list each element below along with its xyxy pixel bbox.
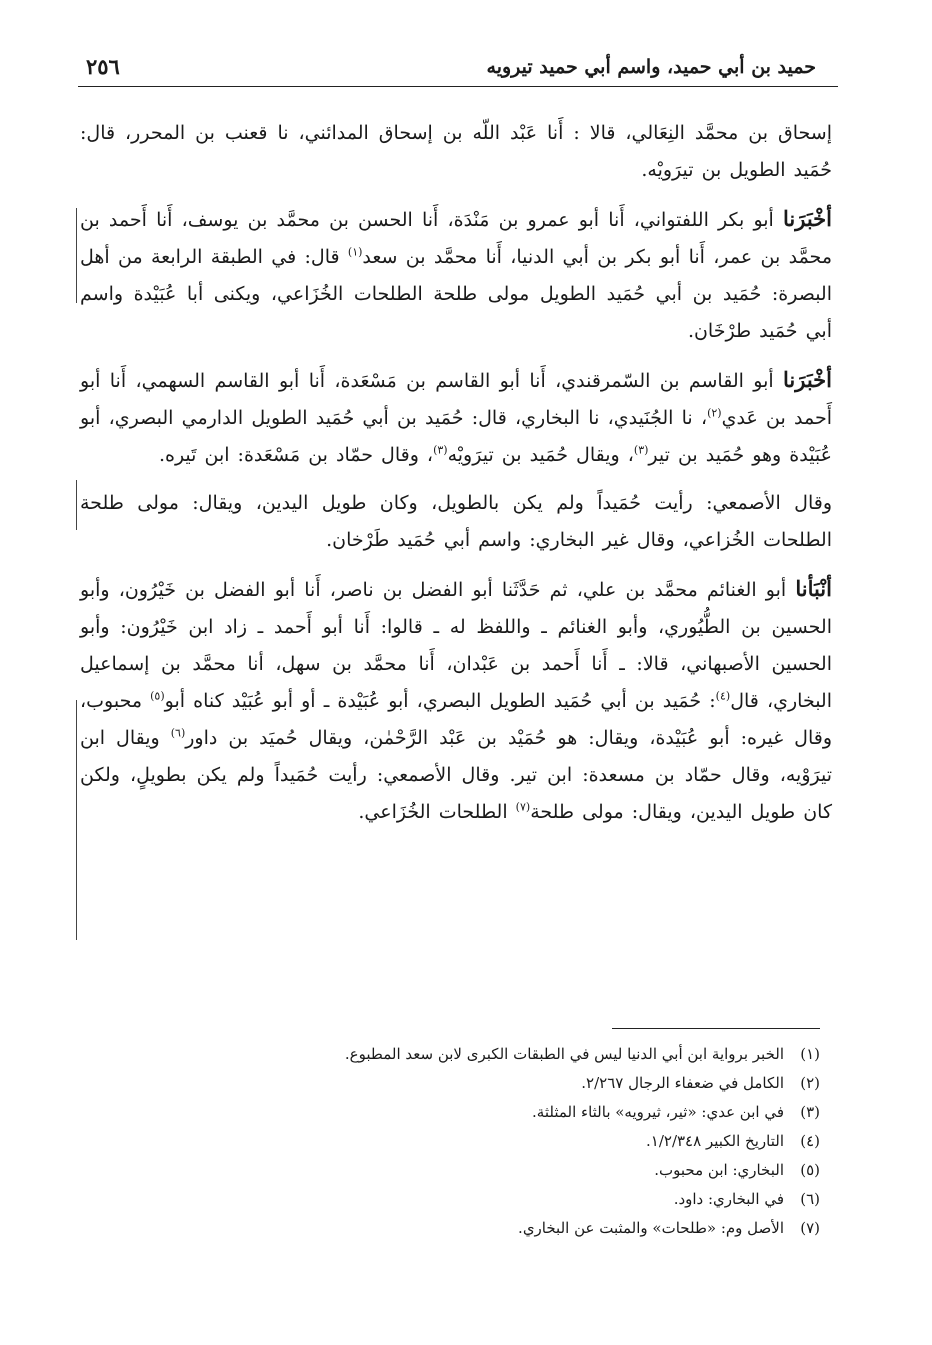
margin-mark [76,480,77,530]
footnote-number: (١) [800,1045,820,1063]
footnote-text: التاريخ الكبير ١/٢/٣٤٨. [646,1132,784,1150]
paragraph-text: إسحاق بن محمَّد النِعَالي، قالا : أَنا عَبْد اللّه بن إسحاق المدائني، نا قعنب بن المحرر، قال: حُمَيد الطويل بن تيرَويْه. [80,122,832,181]
footnote-number: (٦) [800,1190,820,1208]
paragraph-text: محبوب، وقال غيره: أبو عُبَيْدة، ويقال: هو حُمَيْد بن عَبْد الرَّحْمٰن، ويقال حُميَد بن داور [80,690,832,749]
footnote-number: (٣) [800,1103,820,1121]
footnote-text: الأصل وم: «طلحات» والمثبت عن البخاري. [518,1219,784,1237]
paragraph [80,485,832,559]
footnote-ref: (٥) [150,689,165,703]
footnotes [120,1040,820,1243]
footnote-text: الكامل في ضعفاء الرجال ٢/٢٦٧. [581,1074,784,1092]
header-title: حميد بن أبي حميد، واسم أبي حميد تيرويه [486,56,816,78]
page-number: ٢٥٦ [86,54,120,79]
footnote-ref: (٢) [707,406,722,420]
paragraph-text: ، نا الجُنَيدي، نا البخاري، قال: حُمَيد بن أبي حُمَيد الطويل الدارمي البصري، أبو عُبَيْدة وهو حُمَيد بن تير [80,407,832,466]
paragraph-text: أبو الغنائم محمَّد بن علي، ثم حَدَّثَنا أبو الفضل بن ناصر، أَنا أبو الفضل بن خَيْرُون، وأبو الحسين بن الطُّيُوري، وأبو الغنائم ـ واللفظ له ـ قالوا: أَنا أبو أَحمد ـ زاد ابن خَيْرُون: وأبو الحسين الأصبهاني، قالا: ـ أَنا أَحمد بن عَبْدان، أَنا محمَّد بن سهل، أنا محمَّد بن إسماعيل البخاري، قال [80,579,833,712]
paragraph-text: وقال الأصمعي: رأيت حُمَيداً ولم يكن بالطويل، وكان طويل اليدين، ويقال: مولى طلحة الطلحات الخُزاعي، وقال غير البخاري: واسم أبي حُمَيد طَرْخان. [80,492,832,551]
footnote-ref: (١) [347,245,363,259]
margin-mark [76,700,77,940]
footnote-ref: (٣) [433,443,448,457]
paragraph-text: أبو بكر اللفتواني، أَنا أبو عمرو بن مَنْدَة، أَنا الحسن بن محمَّد بن يوسف، أَنا أَحمد بن محمَّد بن عمر، أَنا أبو بكر بن أبي الدنيا، أَنا محمَّد بن سعد [80,209,832,268]
paragraph-text: أبو القاسم بن السّمرقندي، أَنا أبو القاسم بن مَسْعَدة، أَنا أبو القاسم السهمي، أَنا أبو أَحمد بن عَدي [80,370,832,429]
paragraph-text: ويقال ابن تيرَوْيه، وقال حمّاد بن مسعدة: ابن تير. وقال الأصمعي: رأيت حُمَيداً ولم يكن بطويلٍ، ولكن كان طويل اليدين، ويقال: مولى طلحة [80,727,832,823]
paragraph [80,115,832,189]
paragraph-text: قال: في الطبقة الرابعة من أهل البصرة: حُمَيد بن أبي حُمَيد الطويل مولى طلحة الطلحات الخُزَاعي، ويكنى أبا عُبَيْدة واسم أبي حُمَيد طرْخَان. [80,246,832,342]
paragraph-text: : حُمَيد بن أبي حُمَيد الطويل البصري، أبو عُبَيْدة ـ أو أبو عُبَيْد كناه أبو [164,690,716,712]
footnote-number: (٤) [800,1132,820,1150]
paragraph-text: ، ويقال حُمَيد بن تيرَويْه [447,444,634,466]
footnote [120,1185,820,1214]
paragraph-lead-word: أخْبَرَنا [783,367,832,392]
margin-mark [76,208,77,303]
header-rule [78,86,838,87]
paragraph-lead-word: أنْبَأنا [795,576,832,601]
footnote-ref: (٤) [715,689,731,703]
footnote-separator [612,1028,820,1029]
footnote [120,1127,820,1156]
footnote-ref: (٣) [633,443,649,457]
footnote [120,1040,820,1069]
footnote-text: في ابن عدي: «ثير، ثيرويه» بالثاء المثلثة. [532,1103,784,1121]
paragraph-text: الطلحات الخُزَاعي. [358,801,516,823]
paragraph [80,361,832,474]
main-text [80,115,832,842]
footnote-number: (٥) [800,1161,820,1179]
running-header [78,52,838,88]
footnote-text: في البخاري: داود. [673,1190,784,1208]
footnote-number: (٢) [800,1074,820,1092]
footnote-number: (٧) [800,1219,820,1237]
footnote [120,1156,820,1185]
paragraph-lead-word: أخْبَرَنا [783,206,832,231]
footnote-ref: (٦) [170,726,186,740]
footnote [120,1069,820,1098]
footnote-text: الخبر برواية ابن أبي الدنيا ليس في الطبقات الكبرى لابن سعد المطبوع. [344,1045,784,1063]
footnote-text: البخاري: ابن محبوب. [654,1161,784,1179]
footnote-ref: (٧) [515,800,531,814]
paragraph-text: ، وقال حمّاد بن مَسْعَدة: ابن تَيره. [158,444,434,466]
footnote [120,1098,820,1127]
footnote [120,1214,820,1243]
paragraph [80,200,832,350]
paragraph [80,570,832,831]
